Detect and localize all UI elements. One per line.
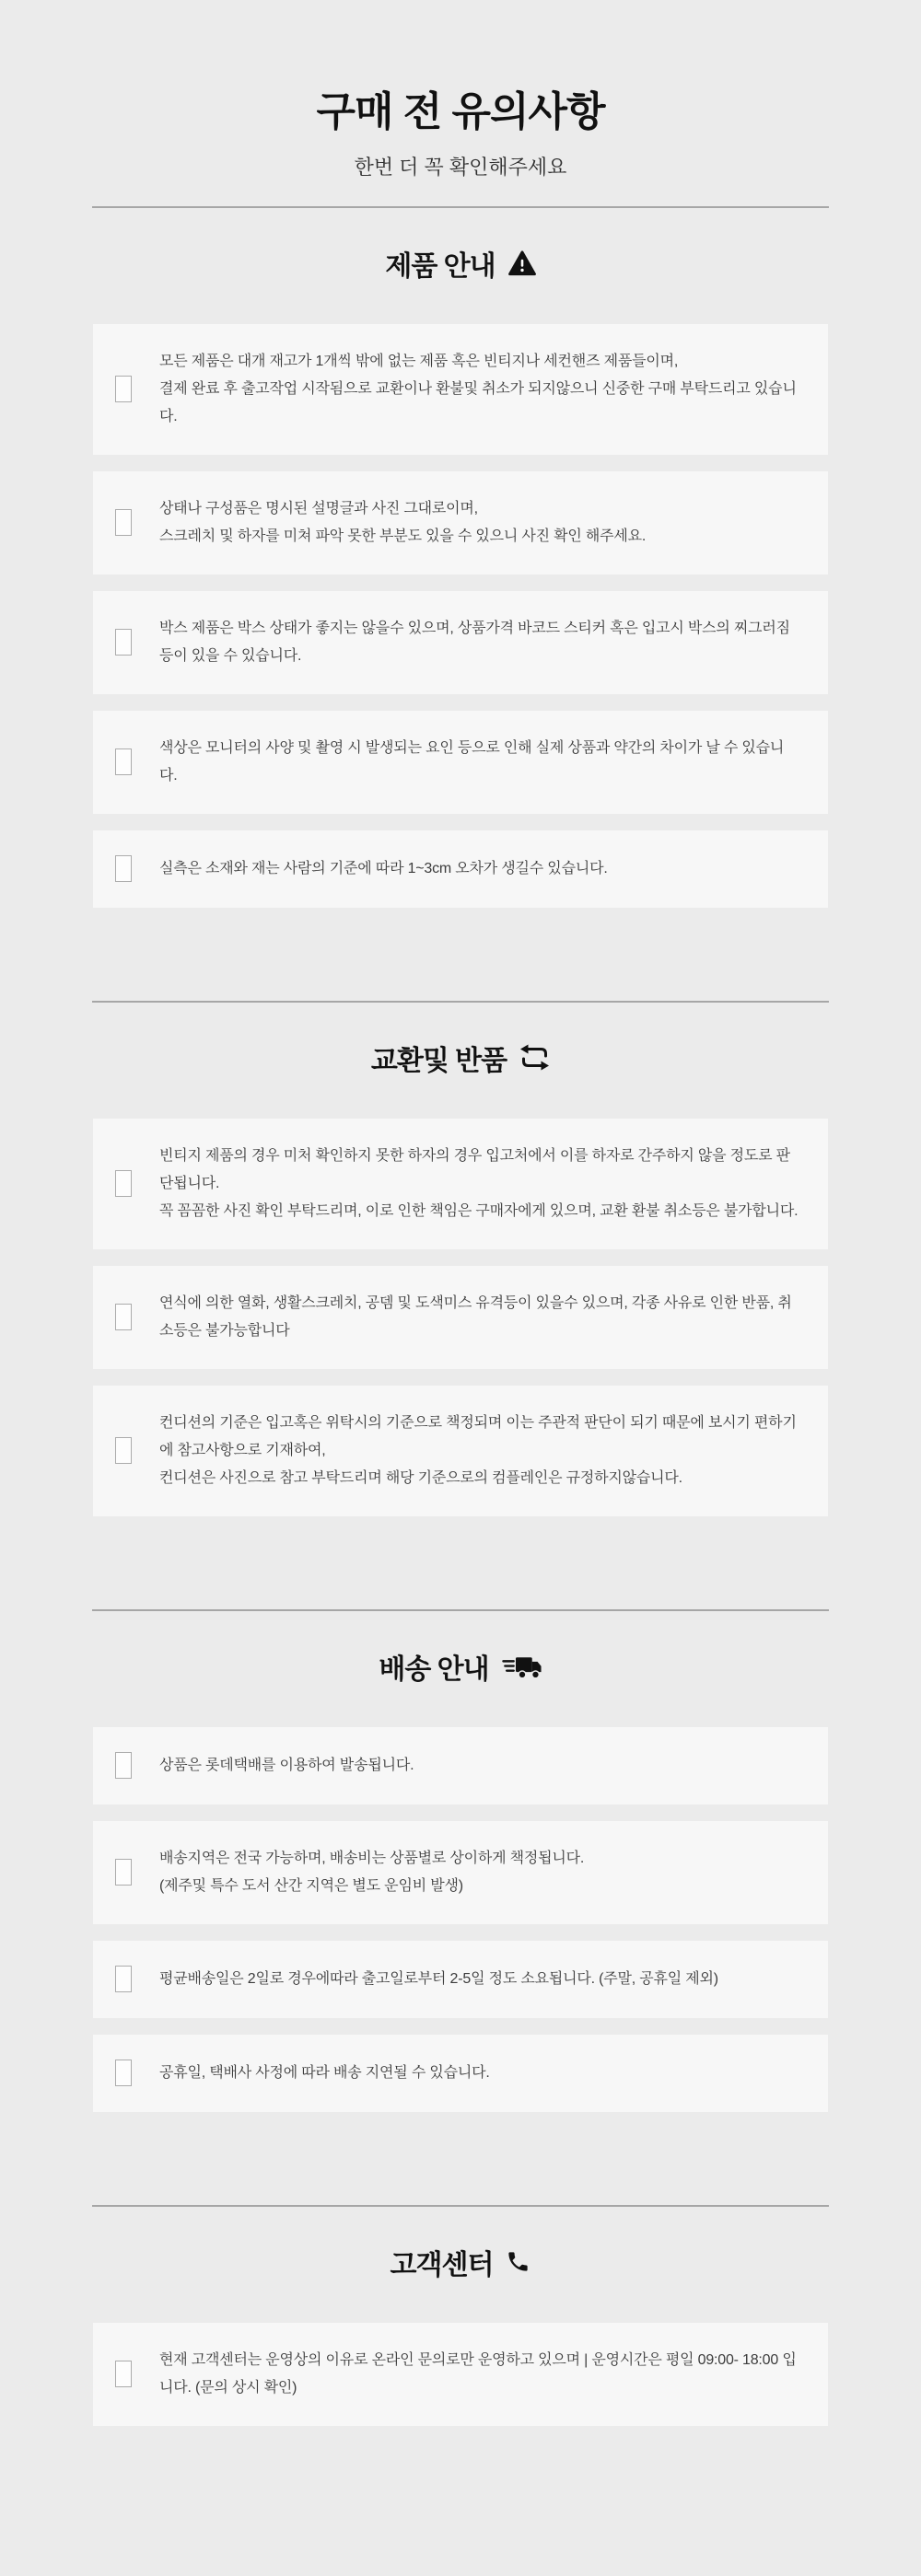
notice-line: 빈티지 제품의 경우 미처 확인하지 못한 하자의 경우 입고처에서 이를 하자로 간주하지 않을 정도로 판단됩니다. xyxy=(159,1147,790,1191)
notice-text xyxy=(159,1410,800,1492)
section-heading-exchange-return xyxy=(0,1038,921,1078)
notice-line: 색상은 모니터의 사양 및 촬영 시 발생되는 요인 등으로 인해 실제 상품과 약간의 차이가 날 수 있습니다. xyxy=(159,739,785,783)
notice-line: 결제 완료 후 출고작업 시작됨으로 교환이나 환불및 취소가 되지않으니 신중한 구매 부탁드리고 있습니다. xyxy=(159,380,797,424)
notice-line: 스크레치 및 하자를 미쳐 파악 못한 부분도 있을 수 있으니 사진 확인 해주세요. xyxy=(159,528,647,544)
section-divider xyxy=(92,1001,829,1003)
notice-item xyxy=(93,1266,828,1369)
notice-item xyxy=(93,1941,828,2018)
notice-item xyxy=(93,471,828,574)
checkbox[interactable] xyxy=(115,2361,132,2387)
notice-line: 모든 제품은 대개 재고가 1개씩 밖에 없는 제품 혹은 빈티지나 세컨핸즈 제품들이며, xyxy=(159,353,679,369)
notice-item xyxy=(93,1821,828,1924)
notice-item xyxy=(93,711,828,814)
notice-line: 실측은 소재와 재는 사람의 기준에 따라 1~3cm 오차가 생길수 있습니다. xyxy=(159,860,608,876)
notice-line: 상태나 구성품은 명시된 설명글과 사진 그대로이며, xyxy=(159,500,478,516)
checkbox[interactable] xyxy=(115,509,132,536)
notice-text xyxy=(159,855,608,883)
page-title: 구매 전 유의사항 xyxy=(316,89,605,134)
notice-text xyxy=(159,1845,584,1900)
notice-line: 꼭 꼼꼼한 사진 확인 부탁드리며, 이로 인한 책임은 구매자에게 있으며, 교환 환불 취소등은 불가합니다. xyxy=(159,1202,799,1219)
notice-line: 박스 제품은 박스 상태가 좋지는 않을수 있으며, 상품가격 바코드 스티커 혹은 입고시 박스의 찌그러짐등이 있을 수 있습니다. xyxy=(159,620,790,664)
notice-line: 연식에 의한 열화, 생활스크레치, 공뎀 및 도색미스 유격등이 있을수 있으며, 각종 사유로 인한 반품, 취소등은 불가능합니다 xyxy=(159,1294,792,1339)
notice-item xyxy=(93,1119,828,1249)
notice-text xyxy=(159,1752,414,1780)
notice-line: 배송지역은 전국 가능하며, 배송비는 상품별로 상이하게 책정됩니다. xyxy=(159,1850,585,1866)
notice-item xyxy=(93,324,828,455)
checkbox[interactable] xyxy=(115,1437,132,1464)
warning-icon xyxy=(508,250,536,276)
notice-text xyxy=(159,735,800,790)
notice-text xyxy=(159,1966,718,1993)
notice-line: 평균배송일은 2일로 경우에따라 출고일로부터 2-5일 정도 소요됩니다. (주말, 공휴일 제외) xyxy=(159,1970,718,1987)
phone-icon xyxy=(506,2249,530,2274)
sections xyxy=(0,206,921,2493)
checkbox[interactable] xyxy=(115,629,132,656)
section-heading-label: 교환및 반품 xyxy=(370,1045,507,1076)
checkbox[interactable] xyxy=(115,1170,132,1197)
checkbox[interactable] xyxy=(115,1859,132,1886)
checkbox[interactable] xyxy=(115,1752,132,1779)
checkbox[interactable] xyxy=(115,2060,132,2086)
notice-line: 컨디션의 기준은 입고혹은 위탁시의 기준으로 책정되며 이는 주관적 판단이 되기 때문에 보시기 편하기에 참고사항으로 기재하여, xyxy=(159,1414,797,1458)
notice-item xyxy=(93,591,828,694)
section-divider xyxy=(92,206,829,208)
section-heading-product-info xyxy=(0,243,921,284)
exchange-icon xyxy=(519,1043,550,1072)
notice-line: (제주및 특수 도서 산간 지역은 별도 운임비 발생) xyxy=(159,1877,463,1894)
checkbox[interactable] xyxy=(115,1304,132,1330)
section-heading-label: 제품 안내 xyxy=(385,250,495,282)
section-customer-center xyxy=(0,2242,921,2493)
notice-line: 현재 고객센터는 운영상의 이유로 온라인 문의로만 운영하고 있으며 | 운영시간은 평일 09:00- 18:00 입니다. (문의 상시 확인) xyxy=(159,2351,797,2396)
notice-line: 상품은 롯데택배를 이용하여 발송됩니다. xyxy=(159,1757,414,1773)
notice-text xyxy=(159,2347,800,2402)
truck-icon xyxy=(502,1654,542,1679)
notice-text xyxy=(159,348,800,431)
section-heading-customer-center xyxy=(0,2242,921,2282)
notice-item xyxy=(93,2323,828,2426)
page-header xyxy=(0,0,921,180)
notice-text xyxy=(159,1290,800,1345)
notice-text xyxy=(159,2060,490,2087)
section-product-info xyxy=(0,243,921,975)
notice-text xyxy=(159,1143,800,1225)
notice-text xyxy=(159,495,646,551)
notice-text xyxy=(159,615,800,670)
section-exchange-return xyxy=(0,1038,921,1584)
checkbox[interactable] xyxy=(115,748,132,775)
notice-item xyxy=(93,2035,828,2112)
section-shipping-info xyxy=(0,1646,921,2179)
section-heading-shipping-info xyxy=(0,1646,921,1687)
checkbox[interactable] xyxy=(115,376,132,402)
section-heading-label: 고객센터 xyxy=(390,2249,494,2280)
notice-item xyxy=(93,1386,828,1516)
notice-item xyxy=(93,830,828,908)
notice-line: 컨디션은 사진으로 참고 부탁드리며 해당 기준으로의 컴플레인은 규정하지않습니다. xyxy=(159,1469,682,1486)
notice-line: 공휴일, 택배사 사정에 따라 배송 지연될 수 있습니다. xyxy=(159,2064,490,2081)
checkbox[interactable] xyxy=(115,855,132,882)
section-divider xyxy=(92,1609,829,1611)
section-divider xyxy=(92,2205,829,2207)
page-subtitle: 한번 더 꼭 확인해주세요 xyxy=(354,155,567,179)
section-heading-label: 배송 안내 xyxy=(379,1654,489,1685)
notice-item xyxy=(93,1727,828,1804)
checkbox[interactable] xyxy=(115,1966,132,1992)
